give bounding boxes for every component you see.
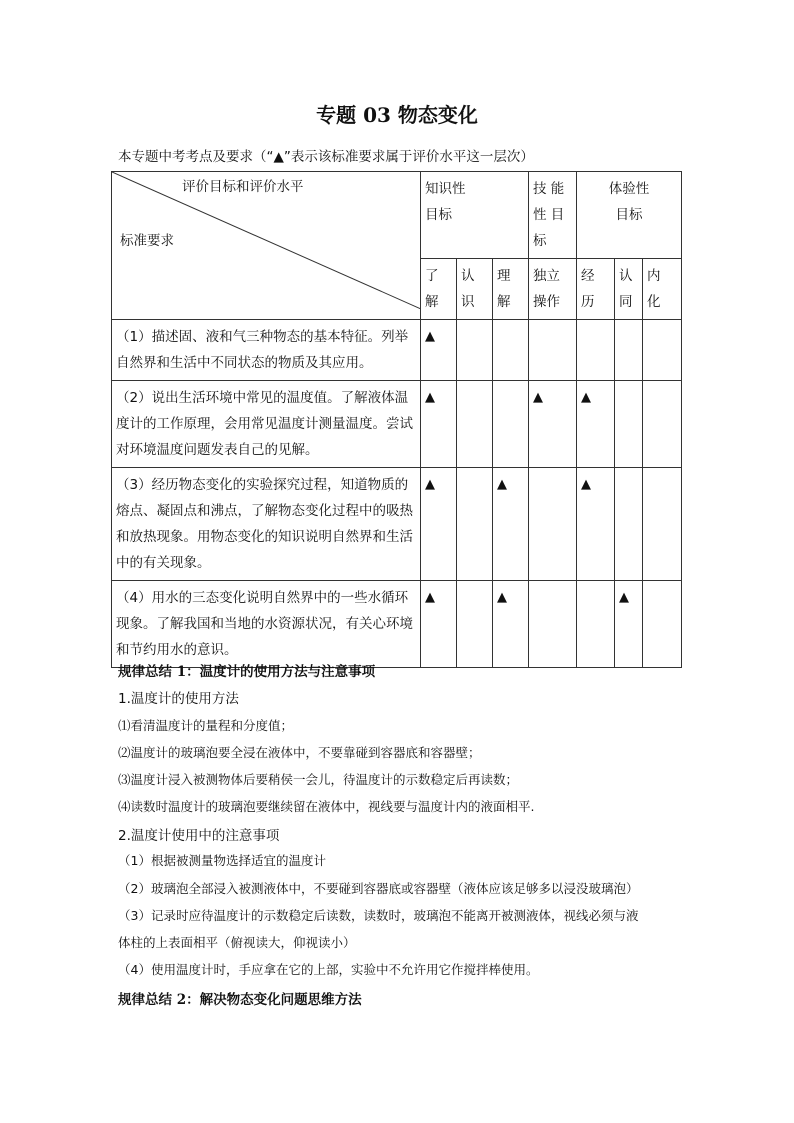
summary1-note: （3）记录时应待温度计的示数稳定后读数，读数时，玻璃泡不能离开被测液体，视线必须与液 xyxy=(118,908,639,923)
summary1-heading: 规律总结 1：温度计的使用方法与注意事项 xyxy=(118,664,376,680)
mark-cell xyxy=(457,581,493,668)
summary1-item: ⑵温度计的玻璃泡要全浸在液体中，不要靠碰到容器底和容器壁； xyxy=(118,745,481,760)
requirement-cell: （1）描述固、液和气三种物态的基本特征。列举自然界和生活中不同状态的物质及其应用。 xyxy=(112,320,421,381)
group-skill: 技 能 性 目 标 xyxy=(529,172,577,259)
summary1-item: ⑶温度计浸入被测物体后要稍侯一会儿，待温度计的示数稳定后再读数； xyxy=(118,772,519,787)
mark-cell xyxy=(457,320,493,381)
mark-cell xyxy=(529,320,577,381)
group-experience: 体验性 目标 xyxy=(577,172,682,259)
mark-cell xyxy=(615,381,643,468)
mark-cell xyxy=(615,320,643,381)
mark-cell xyxy=(577,581,615,668)
mark-cell: ▲ xyxy=(529,381,577,468)
diag-bottom-label: 标准要求 xyxy=(120,233,174,249)
summary1-note: （2）玻璃泡全部浸入被测液体中，不要碰到容器底或容器壁（液体应该足够多以浸没玻璃泡） xyxy=(118,881,639,896)
diag-top-label: 评价目标和评价水平 xyxy=(182,179,304,195)
requirement-cell: （4）用水的三态变化说明自然界中的一些水循环现象。了解我国和当地的水资源状况，有关心环境和节约用水的意识。 xyxy=(112,581,421,668)
mark-cell xyxy=(529,581,577,668)
standards-table xyxy=(111,171,682,668)
mark-cell: ▲ xyxy=(493,581,529,668)
diagonal-header-cell xyxy=(112,172,421,320)
mark-cell xyxy=(643,381,682,468)
mark-cell xyxy=(493,320,529,381)
mark-cell: ▲ xyxy=(421,468,457,581)
summary1-part1-title: 1.温度计的使用方法 xyxy=(118,691,239,707)
mark-cell: ▲ xyxy=(577,381,615,468)
page-title: 专题 03 物态变化 xyxy=(316,103,478,127)
mark-cell: ▲ xyxy=(615,581,643,668)
mark-cell: ▲ xyxy=(421,320,457,381)
sub-header: 认 同 xyxy=(615,259,643,320)
summary1-note: 体柱的上表面相平（俯视读大，仰视读小） xyxy=(118,935,356,950)
mark-cell xyxy=(643,581,682,668)
summary1-note: （1）根据被测量物选择适宜的温度计 xyxy=(118,853,326,868)
summary1-item: ⑴看清温度计的量程和分度值； xyxy=(118,718,294,733)
mark-cell: ▲ xyxy=(577,468,615,581)
sub-header: 独立 操作 xyxy=(529,259,577,320)
mark-cell xyxy=(643,468,682,581)
sub-header: 了 解 xyxy=(421,259,457,320)
group-knowledge: 知识性 目标 xyxy=(421,172,529,259)
intro-text: 本专题中考考点及要求（“▲”表示该标准要求属于评价水平这一层次） xyxy=(118,149,534,165)
mark-cell xyxy=(529,468,577,581)
mark-cell xyxy=(577,320,615,381)
summary2-heading: 规律总结 2：解决物态变化问题思维方法 xyxy=(118,992,362,1008)
summary1-item: ⑷读数时温度计的玻璃泡要继续留在液体中，视线要与温度计内的液面相平. xyxy=(118,799,535,814)
mark-cell xyxy=(457,468,493,581)
mark-cell: ▲ xyxy=(421,581,457,668)
mark-cell xyxy=(643,320,682,381)
mark-cell xyxy=(615,468,643,581)
sub-header: 理 解 xyxy=(493,259,529,320)
sub-header: 内 化 xyxy=(643,259,682,320)
requirement-cell: （2）说出生活环境中常见的温度值。了解液体温度计的工作原理，会用常见温度计测量温度。尝试对环境温度问题发表自己的见解。 xyxy=(112,381,421,468)
requirement-cell: （3）经历物态变化的实验探究过程，知道物质的熔点、凝固点和沸点，了解物态变化过程中的吸热和放热现象。用物态变化的知识说明自然界和生活中的有关现象。 xyxy=(112,468,421,581)
mark-cell: ▲ xyxy=(493,468,529,581)
summary1-note: （4）使用温度计时，手应拿在它的上部，实验中不允许用它作搅拌棒使用。 xyxy=(118,962,539,977)
sub-header: 经 历 xyxy=(577,259,615,320)
mark-cell: ▲ xyxy=(421,381,457,468)
mark-cell xyxy=(457,381,493,468)
mark-cell xyxy=(493,381,529,468)
sub-header: 认 识 xyxy=(457,259,493,320)
summary1-part2-title: 2.温度计使用中的注意事项 xyxy=(118,828,280,844)
